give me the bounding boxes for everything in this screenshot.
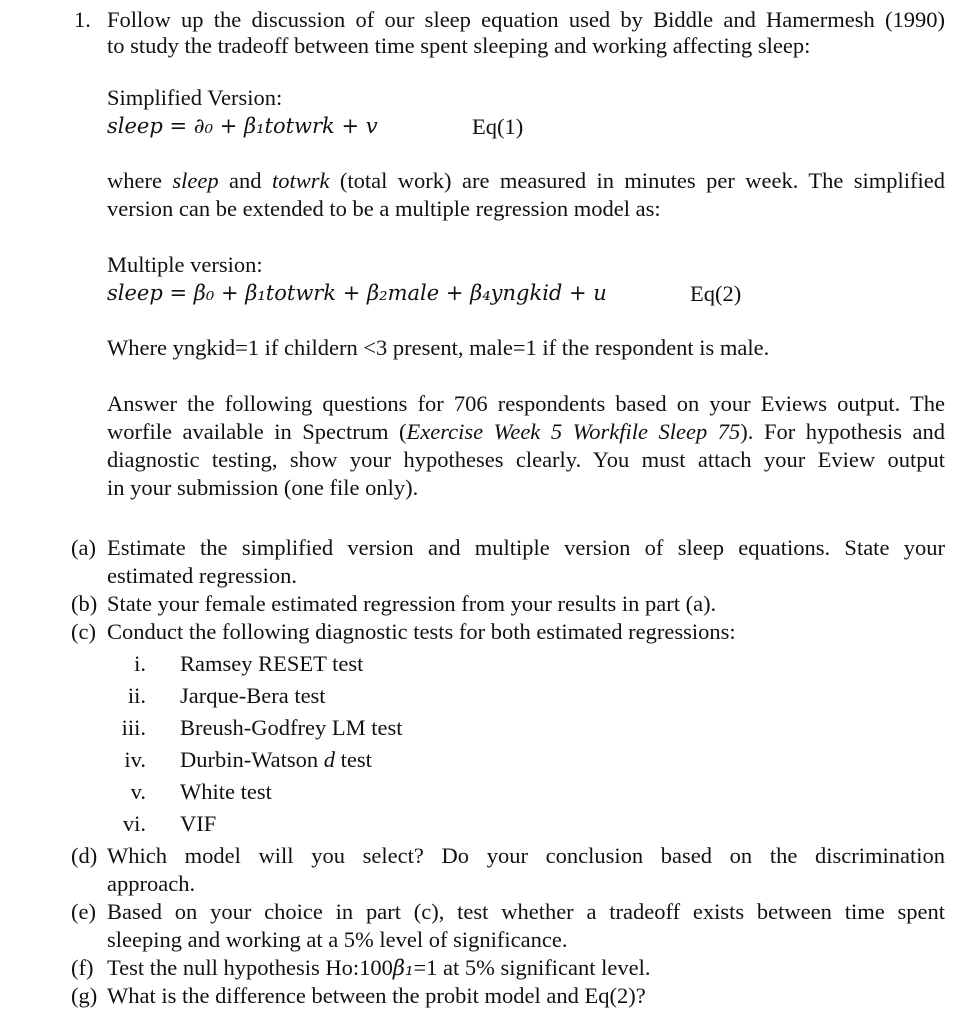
part-d-line-2: approach. xyxy=(107,871,196,896)
c-item-1-num: i. xyxy=(134,651,146,676)
c-item-6-text: VIF xyxy=(180,811,217,836)
where-line-2: version can be extended to be a multiple regression model as: xyxy=(107,196,661,221)
eq2-label: Eq(2) xyxy=(690,281,742,306)
part-f-beta: β₁ xyxy=(392,956,414,980)
instructions-line-2 xyxy=(107,418,945,446)
workfile-name: Exercise Week 5 Workfile Sleep 75 xyxy=(406,419,741,444)
question-number: 1. xyxy=(74,7,91,32)
c-item-6-num: vi. xyxy=(122,811,146,836)
part-f-text-a: Test the null hypothesis Ho:100 xyxy=(107,955,393,980)
eq1-label: Eq(1) xyxy=(472,114,524,139)
simplified-heading: Simplified Version: xyxy=(107,85,283,110)
instructions-line-4: in your submission (one file only). xyxy=(107,475,419,500)
c-item-2-text: Jarque-Bera test xyxy=(180,683,326,708)
part-b-line-1: State your female estimated regression from your results in part (a). xyxy=(107,591,717,616)
where-text-c: (total work) are measured in minutes per week. The simplified xyxy=(329,168,945,193)
part-e-line-2: sleeping and working at a 5% level of significance. xyxy=(107,927,568,952)
part-f-label: (f) xyxy=(71,955,94,980)
simplified-equation: sleep = ∂₀ + β₁totwrk + v xyxy=(107,114,378,138)
where-sleep-var: sleep xyxy=(172,168,219,193)
c-item-4-text-b: test xyxy=(335,747,372,772)
part-d-label: (d) xyxy=(71,843,98,868)
part-g-label: (g) xyxy=(71,983,98,1008)
part-e-line-1: Based on your choice in part (c), test whether a tradeoff exists between time spent xyxy=(107,899,945,924)
part-a-line-2: estimated regression. xyxy=(107,563,297,588)
variable-definition: Where yngkid=1 if childern <3 present, male=1 if the respondent is male. xyxy=(107,335,770,360)
instructions-text-a: worfile available in Spectrum ( xyxy=(107,419,407,444)
c-item-2-num: ii. xyxy=(127,683,146,708)
c-item-4-num: iv. xyxy=(124,747,146,772)
instructions-line-3: diagnostic testing, show your hypotheses clearly. You must attach your Eview output xyxy=(107,447,945,472)
part-c-label: (c) xyxy=(71,619,96,644)
c-item-5-num: v. xyxy=(130,779,146,804)
part-d-line-1: Which model will you select? Do your conclusion based on the discrimination xyxy=(107,843,945,868)
where-text-a: where xyxy=(107,168,173,193)
part-a-label: (a) xyxy=(71,535,96,560)
c-item-4-text xyxy=(180,746,372,774)
part-e-label: (e) xyxy=(71,899,96,924)
part-f-text-b: =1 at 5% significant level. xyxy=(413,955,651,980)
c-item-3-text: Breush-Godfrey LM test xyxy=(180,715,403,740)
where-totwrk-var: totwrk xyxy=(271,168,330,193)
c-item-5-text: White test xyxy=(180,779,272,804)
where-text-b: and xyxy=(218,168,272,193)
multiple-equation: sleep = β₀ + β₁totwrk + β₂male + β₄yngkid + u xyxy=(107,281,607,305)
c-item-4-d: d xyxy=(323,747,336,772)
part-b-label: (b) xyxy=(71,591,98,616)
part-f-line-1 xyxy=(107,954,650,982)
multiple-heading: Multiple version: xyxy=(107,252,263,277)
c-item-1-text: Ramsey RESET test xyxy=(180,651,364,676)
instructions-text-b: ). For hypothesis and xyxy=(740,419,945,444)
part-a-line-1: Estimate the simplified version and multiple version of sleep equations. State your xyxy=(107,535,945,560)
c-item-4-text-a: Durbin-Watson xyxy=(180,747,324,772)
instructions-line-1: Answer the following questions for 706 respondents based on your Eviews output. The xyxy=(107,391,945,416)
c-item-3-num: iii. xyxy=(121,715,146,740)
part-g-line-1: What is the difference between the probit model and Eq(2)? xyxy=(107,983,646,1008)
part-c-line-1: Conduct the following diagnostic tests for both estimated regressions: xyxy=(107,619,736,644)
where-line-1 xyxy=(107,167,945,195)
intro-line-2: to study the tradeoff between time spent sleeping and working affecting sleep: xyxy=(107,33,811,58)
intro-line-1: Follow up the discussion of our sleep equation used by Biddle and Hamermesh (1990) xyxy=(107,7,945,32)
